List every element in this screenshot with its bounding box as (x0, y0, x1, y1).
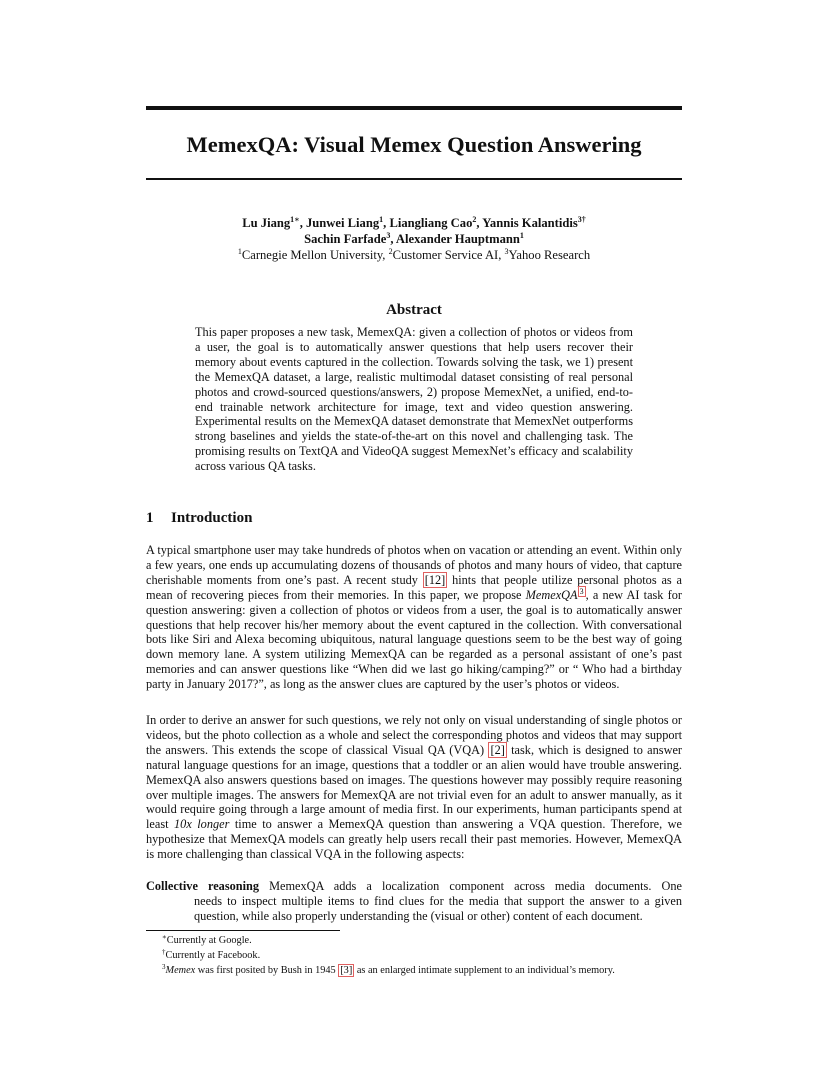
abstract-text: This paper proposes a new task, MemexQA: given a collection of photos or videos from a user, the goal is to automatically answer questions that help users recover their memory about events captured in the collection. Towards solving the task, we 1) present the MemexQA dataset, a large, realistic multimodal dataset consisting of real personal photos and crowd-sourced questions/answers, 2) propose MemexNet, a unified, end-to-end trainable network architecture for image, text and video question answering. Experimental results on the MemexQA dataset demonstrate that MemexNet outperforms strong baselines and yields the state-of-the-art on this novel and challenging task. The promising results on TextQA and VideoQA suggest MemexNet’s efficacy and scalability across various QA tasks. (195, 325, 633, 474)
affiliation-line (146, 247, 682, 263)
citation-link[interactable]: [3] (340, 965, 353, 976)
author-name: Lu Jiang (242, 216, 291, 230)
affiliation: Customer Service AI, (392, 248, 505, 262)
citation-link[interactable]: [2] (490, 742, 505, 757)
author-sup: 2 (472, 215, 477, 224)
footnote-text: was first posited by Bush in 1945 (195, 965, 339, 976)
footnote-rule (146, 930, 340, 931)
affiliation-sup: 1 (237, 247, 242, 256)
author-name: Sachin Farfade (304, 232, 387, 246)
footnote-3 (162, 963, 682, 978)
author-sep: , (299, 216, 306, 230)
affiliation-sup: 3 (504, 247, 509, 256)
author-block (146, 215, 682, 263)
author-sep: , (383, 216, 390, 230)
para-italic: 10x longer (174, 817, 230, 832)
footnote-text: as an enlarged intimate supplement to an individual’s memory. (354, 965, 615, 976)
author-name: Junwei Liang (306, 216, 380, 230)
footnote-mark: † (162, 948, 166, 956)
intro-paragraph-2 (146, 713, 682, 862)
affiliation: Yahoo Research (508, 248, 591, 262)
author-sup: 1 (379, 215, 384, 224)
footnote-text: Currently at Facebook. (165, 950, 261, 961)
title-rule-bottom (146, 178, 682, 180)
para-text: time to answer a MemexQA question than answering a VQA question. Therefore, we hypothesize that MemexQA models can greatly help users recall their past memories. However, MemexQA is more challenging than classical VQA in the following aspects: (146, 817, 683, 862)
footnote-link[interactable]: 3 (579, 586, 584, 596)
title-rule-top (146, 106, 682, 110)
footnote-mark: 3 (162, 963, 166, 971)
para-text: , a new AI task for question answering: given a collection of photos or videos from a user, the goal is to automatically answer questions that help recover his/her memory about the event captured in the collection. With conversational bots like Siri and Alexa becoming ubiquitous, natural language questions seem to be the best way of going down memory lane. A system utilizing MemexQA can be regarded as a personal assistant of one’s past memories and can answer questions like “When did we last go hiking/camping?” or “ Who had a birthday party in January 2017?”, as long as the answer clues are captured by the user’s photos or videos. (146, 587, 682, 692)
footnote-italic: Memex (165, 965, 196, 976)
citation-link[interactable]: [12] (424, 572, 446, 587)
footnotes (162, 933, 682, 978)
footnote-text: Currently at Google. (166, 935, 252, 946)
collective-reasoning-item (146, 879, 682, 924)
author-name: Liangliang Cao (389, 216, 473, 230)
para-text: A typical smartphone user may take hundreds of photos when on vacation or attending an event. Within only a few years, one ends up accumulating dozens of thousands of photos and many hours of video, that capture cherishable moments from one’s past. A recent study (146, 543, 682, 587)
section-title: Introduction (171, 510, 253, 526)
item-continuation: needs to inspect multiple items to find clues for the media that support the answer to a given question, while also properly understanding the (visual or other) content of each document. (194, 893, 682, 923)
author-name: Alexander Hauptmann (395, 232, 520, 246)
author-sup: 3† (577, 215, 586, 224)
item-text: MemexQA adds a localization component across media documents. One (259, 879, 682, 893)
footnote-1 (162, 933, 682, 948)
footnote-2 (162, 948, 682, 963)
author-sup: 1∗ (290, 215, 300, 224)
para-italic: MemexQA (525, 587, 578, 602)
para-text: hints that people utilize personal photos as a mean of recovering pieces from their memories. In this paper, we propose (146, 572, 682, 602)
author-line-1 (146, 215, 682, 231)
affiliation: Carnegie Mellon University, (241, 248, 389, 262)
author-sep: , (390, 232, 396, 246)
footnote-mark: ∗ (162, 933, 167, 941)
para-text: task, which is designed to answer natural language questions for an image, questions that a toddler or an alien would have trouble answering. MemexQA also answers questions based on images. The questions however may possibly require reasoning over multiple images. The answers for MemexQA are not trivial even for an adult to answer manually, as it would require going through a large amount of media first. In our experiments, human participants spend at least (146, 742, 683, 832)
author-name: Yannis Kalantidis (482, 216, 578, 230)
para-text: In order to derive an answer for such questions, we rely not only on visual understanding of single photos or videos, but the photo collection as a whole and select the corresponding photos and videos that may support the answers. This extends the scope of classical Visual QA (VQA) (146, 713, 682, 757)
author-line-2 (146, 231, 682, 247)
author-sup: 1 (519, 231, 524, 240)
abstract-heading: Abstract (386, 302, 442, 318)
affiliation-sup: 2 (388, 247, 393, 256)
paper-title: MemexQA: Visual Memex Question Answering (186, 132, 642, 157)
section-number: 1 (146, 510, 154, 526)
item-first-line (146, 879, 682, 894)
item-lead: Collective reasoning (146, 879, 259, 893)
section-heading (146, 509, 682, 527)
author-sup: 3 (386, 231, 391, 240)
intro-paragraph-1 (146, 543, 682, 692)
author-sep: , (476, 216, 483, 230)
